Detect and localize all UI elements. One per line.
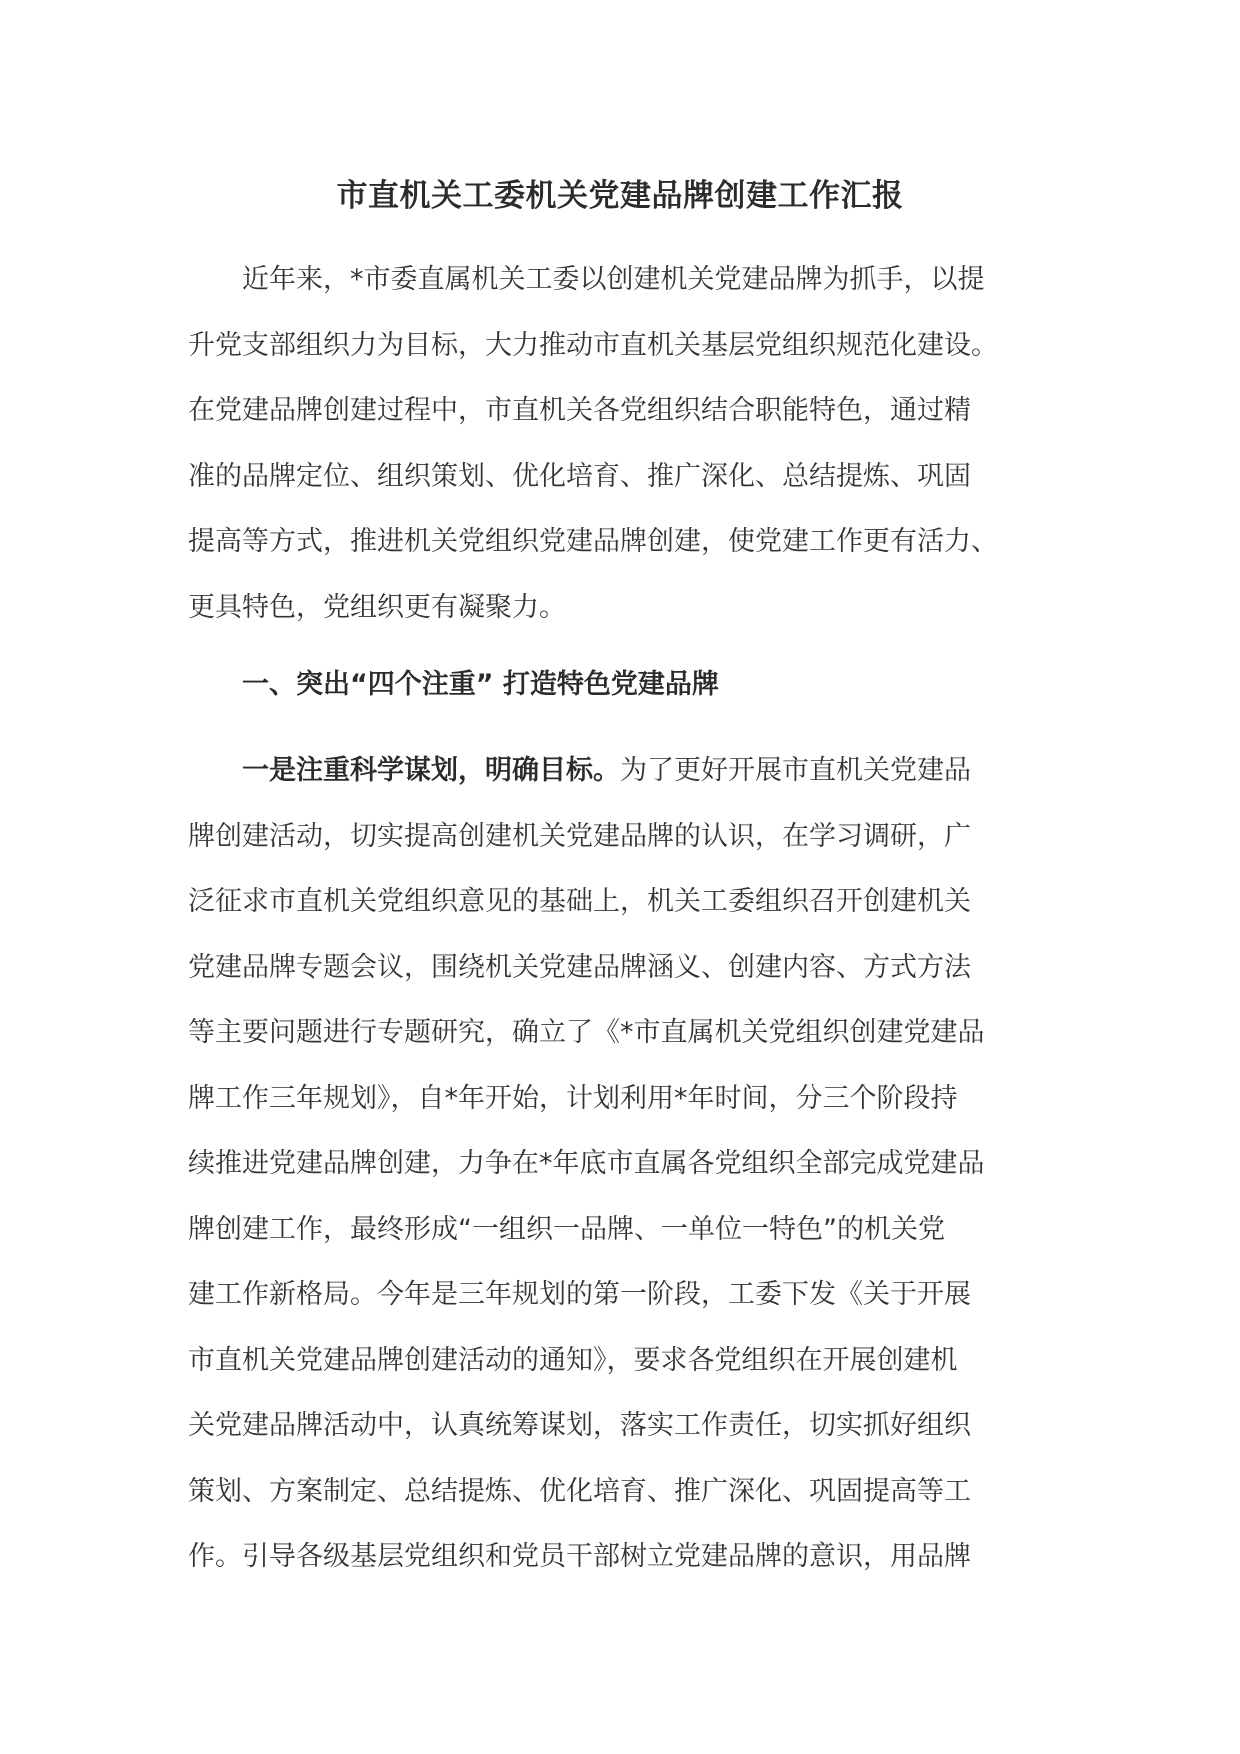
paragraph-first-line [188, 738, 1056, 804]
paragraph-line: 牌创建工作，最终形成“一组织一品牌、一单位一特色”的机关党 [188, 1213, 945, 1245]
paragraph-line: 提高等方式，推进机关党组织党建品牌创建，使党建工作更有活力、 [188, 526, 998, 557]
paragraph-line: 策划、方案制定、总结提炼、优化培育、推广深化、巩固提高等工 [188, 1475, 971, 1507]
paragraph-line: 作。引导各级基层党组织和党员干部树立党建品牌的意识，用品牌 [188, 1541, 971, 1572]
paragraph-lead-rest: 为了更好开展市直机关党建品 [620, 755, 971, 786]
document-title: 市直机关工委机关党建品牌创建工作汇报 [336, 178, 904, 214]
paragraph-line: 近年来，*市委直属机关工委以创建机关党建品牌为抓手，以提 [242, 264, 985, 295]
section-heading: 一、突出“四个注重” 打造特色党建品牌 [242, 669, 719, 700]
paragraph-line: 党建品牌专题会议，围绕机关党建品牌涵义、创建内容、方式方法 [188, 951, 971, 983]
paragraph-line: 等主要问题进行专题研究，确立了《*市直属机关党组织创建党建品 [188, 1017, 985, 1048]
paragraph-line: 升党支部组织力为目标，大力推动市直机关基层党组织规范化建设。 [188, 329, 998, 361]
paragraph-line: 更具特色，党组织更有凝聚力。 [188, 591, 566, 623]
paragraph-line: 牌工作三年规划》，自*年开始，计划利用*年时间，分三个阶段持 [188, 1082, 958, 1114]
paragraph-lead: 一是注重科学谋划，明确目标。 [242, 755, 620, 786]
intro-paragraph [188, 247, 1056, 640]
paragraph-line: 在党建品牌创建过程中，市直机关各党组织结合职能特色，通过精 [188, 395, 971, 426]
paragraph-line: 泛征求市直机关党组织意见的基础上，机关工委组织召开创建机关 [188, 886, 971, 917]
paragraph-line: 续推进党建品牌创建，力争在*年底市直属各党组织全部完成党建品 [188, 1148, 985, 1179]
paragraph-line: 关党建品牌活动中，认真统筹谋划，落实工作责任，切实抓好组织 [188, 1410, 971, 1441]
paragraph-line: 市直机关党建品牌创建活动的通知》，要求各党组织在开展创建机 [188, 1344, 958, 1376]
paragraph-line: 牌创建活动，切实提高创建机关党建品牌的认识，在学习调研，广 [188, 820, 971, 852]
section-paragraph [188, 738, 1056, 1590]
paragraph-line: 准的品牌定位、组织策划、优化培育、推广深化、总结提炼、巩固 [188, 460, 971, 492]
paragraph-line: 建工作新格局。今年是三年规划的第一阶段，工委下发《关于开展 [188, 1279, 971, 1310]
